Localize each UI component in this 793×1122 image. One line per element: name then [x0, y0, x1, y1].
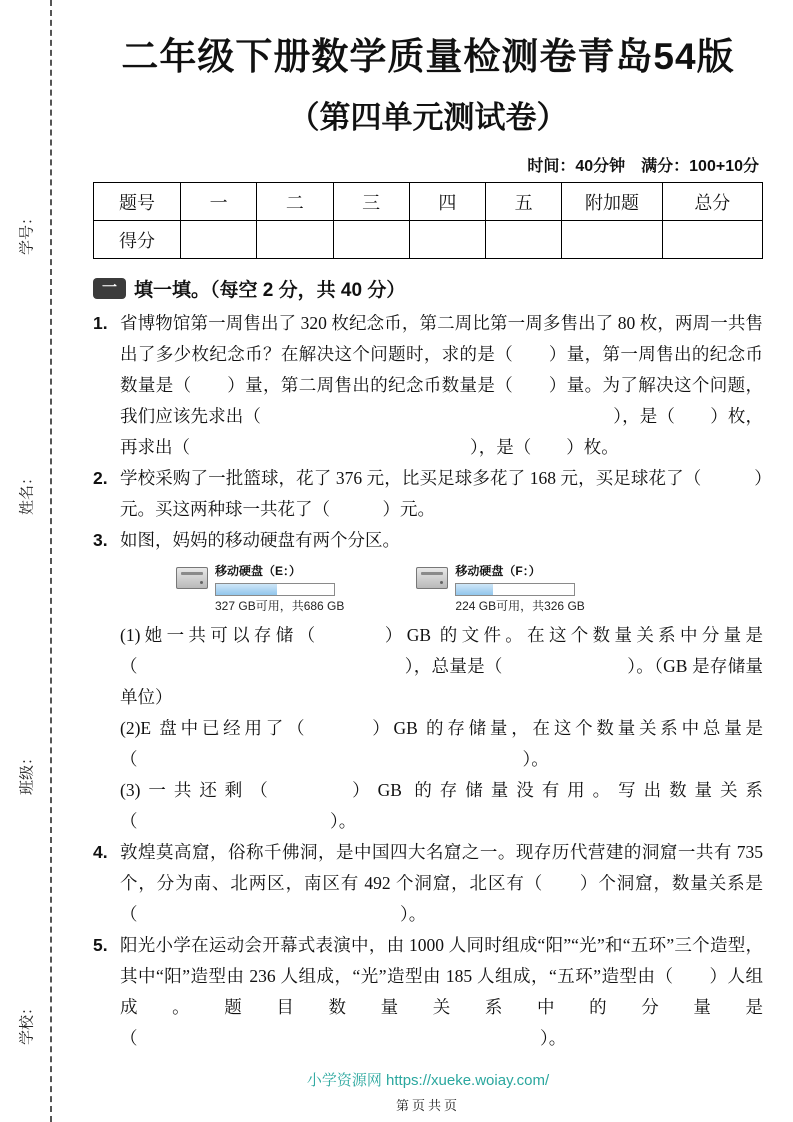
score-row-label: 得分	[94, 221, 181, 259]
margin-label-school	[16, 997, 37, 1049]
score-header-cell: 题号	[94, 183, 181, 221]
margin-label-student-id	[16, 207, 37, 259]
drive-e-info	[215, 564, 344, 614]
question-2	[93, 463, 763, 525]
drive-f-label: 移动硬盘（F：）	[455, 564, 541, 578]
score-cell-empty	[333, 221, 409, 259]
page-number: 第页共页	[395, 1098, 460, 1113]
score-table	[93, 182, 763, 259]
score-cell-empty	[562, 221, 662, 259]
score-table-score-row	[94, 221, 763, 259]
hard-drive-icon	[416, 567, 448, 589]
score-header-cell: 五	[486, 183, 562, 221]
section-one-badge: 一	[93, 278, 126, 299]
score-cell-empty	[257, 221, 333, 259]
question-text	[120, 525, 763, 837]
question-text: 阳光小学在运动会开幕式表演中，由 1000 人同时组成“阳”“光”和“五环”三个造型，其中“阳”造型由 236 人组成，“光”造型由 185 人组成，“五环”造型由（ ）人组成。题目数量关系中的分量是（ ）。	[120, 935, 763, 1048]
question-number: 2.	[93, 468, 108, 488]
question-text: 省博物馆第一周售出了 320 枚纪念币，第二周比第一周多售出了 80 枚，两周一共售出了多少枚纪念币？在解决这个问题时，求的是（ ）量，第一周售出的纪念币数量是（ ）量，第二周售出的纪念币数量是（ ）量。为了解决这个问题，我们应该先求出（ ），是（ ）枚，再求出（ ），是（ ）枚。	[120, 313, 763, 457]
hard-drive-slot	[421, 572, 443, 575]
exam-meta: 时间：40分钟 满分：100+10分	[527, 158, 759, 175]
question-text: 学校采购了一批篮球，花了 376 元，比买足球多花了 168 元，买足球花了（ ）元。买这两种球一共花了（ ）元。	[120, 468, 763, 519]
score-table-header-row	[94, 183, 763, 221]
drive-e-usage-text: 327 GB可用，共686 GB	[215, 599, 345, 613]
question-number: 4.	[93, 842, 108, 862]
question-1	[93, 308, 763, 463]
question-3-sub-3: (3)一共还剩（ ）GB 的存储量没有用。写出数量关系（ ）。	[120, 780, 763, 831]
score-cell-empty	[486, 221, 562, 259]
hard-drive-icon	[176, 567, 208, 589]
question-3-sub-1: (1)她一共可以存储（ ）GB 的文件。在这个数量关系中分量是（ ），总量是（ ）。（GB 是存储量单位）	[120, 625, 763, 707]
page-subtitle: （第四单元测试卷）	[288, 100, 568, 135]
drive-f-usage-text: 224 GB可用，共326 GB	[455, 599, 585, 613]
drive-e-capacity-bar	[215, 583, 335, 596]
margin-label-name	[16, 467, 37, 519]
question-3	[93, 525, 763, 837]
margin-label-text: 学号：	[18, 210, 36, 256]
drive-e-figure	[176, 564, 344, 614]
page-title: 二年级下册数学质量检测卷青岛54版	[121, 36, 735, 77]
score-header-cell: 一	[180, 183, 256, 221]
score-header-cell: 三	[333, 183, 409, 221]
score-header-cell: 总分	[662, 183, 762, 221]
question-5	[93, 930, 763, 1054]
score-cell-empty	[409, 221, 485, 259]
score-header-cell: 附加题	[562, 183, 662, 221]
question-4	[93, 837, 763, 930]
question-text: 敦煌莫高窟，俗称千佛洞，是中国四大名窟之一。现存历代营建的洞窟一共有 735 个，分为南、北两区，南区有 492 个洞窟，北区有（ ）个洞窟，数量关系是（ ）。	[120, 842, 763, 924]
margin-label-text: 学校：	[18, 1000, 36, 1046]
score-header-cell: 二	[257, 183, 333, 221]
drive-f-info	[455, 564, 584, 614]
score-cell-empty	[662, 221, 762, 259]
drive-figures	[176, 564, 763, 614]
drive-e-label: 移动硬盘（E：）	[215, 564, 302, 578]
question-number: 5.	[93, 935, 108, 955]
cut-line	[50, 0, 52, 1122]
drive-e-capacity-fill	[216, 584, 277, 595]
drive-f-capacity-bar	[455, 583, 575, 596]
margin-label-text: 姓名：	[18, 470, 36, 516]
hard-drive-slot	[181, 572, 203, 575]
score-header-cell: 四	[409, 183, 485, 221]
hard-drive-led	[200, 581, 203, 584]
question-number: 3.	[93, 530, 108, 550]
drive-f-figure	[416, 564, 584, 614]
score-cell-empty	[180, 221, 256, 259]
page-content	[93, 26, 763, 1054]
question-3-sub-2: (2)E 盘中已经用了（ ）GB 的存储量，在这个数量关系中总量是（ ）。	[120, 718, 763, 769]
margin-label-text: 班级：	[18, 750, 36, 796]
section-one-title: 填一填。（每空 2 分，共 40 分）	[134, 280, 406, 301]
drive-f-capacity-fill	[456, 584, 493, 595]
question-3-intro: 如图，妈妈的移动硬盘有两个分区。	[120, 530, 400, 550]
hard-drive-led	[440, 581, 443, 584]
margin-label-class	[16, 747, 37, 799]
question-number: 1.	[93, 313, 108, 333]
section-one-header	[93, 275, 763, 302]
footer-site-link: 小学资源网 https://xueke.woiay.com/	[306, 1072, 550, 1089]
